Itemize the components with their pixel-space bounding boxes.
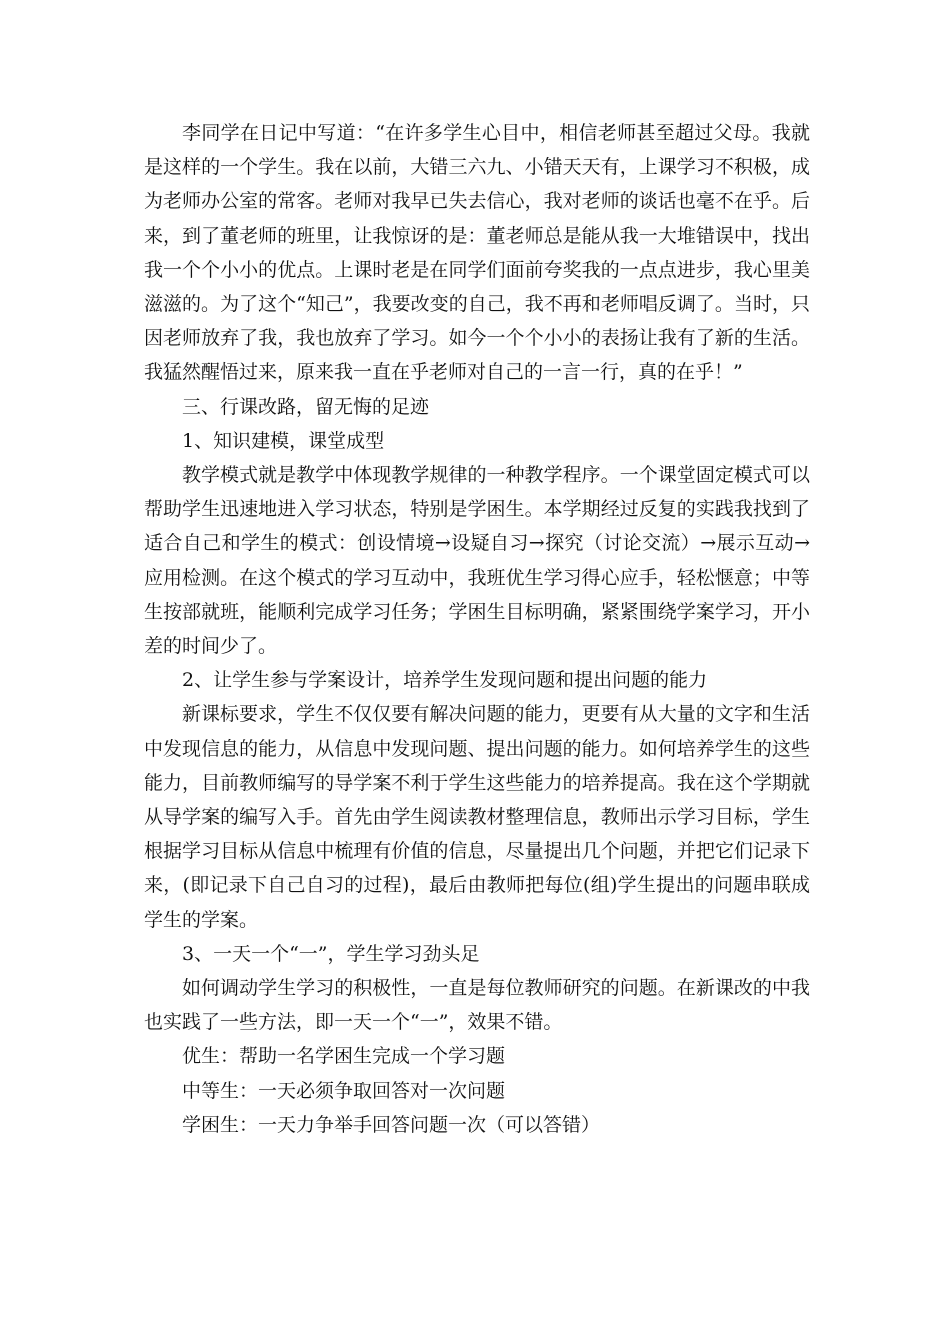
motivation-paragraph: 如何调动学生学习的积极性，一直是每位教师研究的问题。在新课改的中我也实践了一些方法，即一天一个“一”，效果不错。 <box>144 977 810 1034</box>
subheading-3: 3、一天一个“一”，学生学习劲头足 <box>182 942 480 965</box>
list-item-middle-students: 中等生：一天必须争取回答对一次问题 <box>182 1079 506 1102</box>
subheading-2: 2、让学生参与学案设计，培养学生发现问题和提出问题的能力 <box>182 669 708 692</box>
document-body <box>144 116 810 1142</box>
subheading-1: 1、知识建模，课堂成型 <box>182 429 385 452</box>
diary-quote-paragraph: 李同学在日记中写道：“在许多学生心目中，相信老师甚至超过父母。我就是这样的一个学生。我在以前，大错三六九、小错天天有，上课学习不积极，成为老师办公室的常客。老师对我早已失去信心，我对老师的谈话也毫不在乎。后来，到了董老师的班里，让我惊讶的是：董老师总是能从我一大堆错误中，找出我一个个小小的优点。上课时老是在同学们面前夸奖我的一点点进步，我心里美滋滋的。为了这个“知己”，我要改变的自己，我不再和老师唱反调了。当时，只因老师放弃了我，我也放弃了学习。如今一个个小小的表扬让我有了新的生活。我猛然醒悟过来，原来我一直在乎老师对自己的一言一行，真的在乎！” <box>144 122 810 384</box>
teaching-mode-paragraph: 教学模式就是教学中体现教学规律的一种教学程序。一个课堂固定模式可以帮助学生迅速地进入学习状态，特别是学困生。本学期经过反复的实践我找到了适合自己和学生的模式：创设情境→设疑自习→探究（讨论交流）→展示互动→应用检测。在这个模式的学习互动中，我班优生学习得心应手，轻松惬意；中等生按部就班，能顺利完成学习任务；学困生目标明确，紧紧围绕学案学习，开小差的时间少了。 <box>144 464 810 658</box>
study-plan-paragraph: 新课标要求，学生不仅仅要有解决问题的能力，更要有从大量的文字和生活中发现信息的能力，从信息中发现问题、提出问题的能力。如何培养学生的这些能力，目前教师编写的导学案不利于学生这些能力的培养提高。我在这个学期就从导学案的编写入手。首先由学生阅读教材整理信息，教师出示学习目标，学生根据学习目标从信息中梳理有价值的信息，尽量提出几个问题，并把它们记录下来，(即记录下自己自习的过程)，最后由教师把每位(组)学生提出的问题串联成学生的学案。 <box>144 703 810 931</box>
section-heading: 三、行课改路，留无悔的足迹 <box>182 395 430 418</box>
list-item-top-students: 优生：帮助一名学困生完成一个学习题 <box>182 1045 506 1068</box>
list-item-struggling-students: 学困生：一天力争举手回答问题一次（可以答错） <box>182 1113 601 1136</box>
